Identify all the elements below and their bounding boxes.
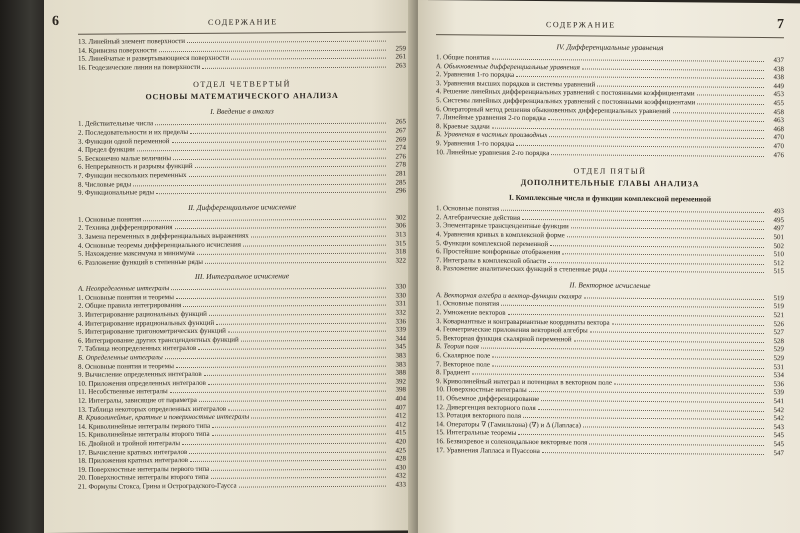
dot-leader: [241, 339, 386, 341]
dot-leader: [187, 41, 386, 43]
dot-leader: [551, 154, 764, 157]
page-ref: 276: [395, 152, 406, 161]
dot-leader: [697, 103, 764, 105]
entry-title: 7. Векторное поле: [436, 359, 490, 369]
entry-title: А. Обыкновенные дифференциальные уравнения: [436, 61, 580, 72]
page-ref: 274: [395, 143, 406, 152]
entry-title: 15. Интегральные теоремы: [436, 428, 517, 438]
page-ref: 542: [773, 405, 784, 414]
entry-title: В. Криволинейные, кратные и поверхностные интегралы: [78, 412, 250, 422]
toc-entry: [436, 264, 784, 276]
page-ref: 383: [395, 360, 406, 369]
entry-title: 4. Интегрирование иррациональных функций: [78, 318, 215, 328]
entry-title: 5. Бесконечно малые величины: [78, 153, 172, 163]
dot-leader: [183, 305, 386, 307]
entry-title: 2. Уравнения 1-го порядка: [436, 70, 515, 80]
page-ref: 528: [773, 336, 784, 346]
entry-title: 14. Кривизна поверхности: [78, 45, 157, 55]
entry-title: 7. Таблица неопределенных интегралов: [78, 344, 197, 354]
dot-leader: [197, 253, 386, 255]
page-ref: 313: [395, 230, 406, 239]
part-label: ОТДЕЛ ЧЕТВЕРТЫЙ: [193, 79, 291, 90]
dot-leader: [205, 261, 386, 263]
dot-leader: [548, 262, 764, 265]
entry-title: 6. Интегрирование других трансцендентных функций: [78, 335, 239, 345]
dot-leader: [523, 417, 764, 420]
entry-title: 5. Нахождение максимума и минимума: [78, 249, 195, 258]
entry-title: 9. Уравнения 1-го порядка: [436, 139, 515, 148]
dot-leader: [567, 236, 764, 239]
dot-leader: [516, 76, 764, 79]
page-ref: 521: [773, 311, 784, 320]
entry-title: 1. Действительные числа: [78, 119, 154, 129]
dot-leader: [590, 332, 764, 335]
entry-title: 3. Элементарные трансцендентные функции: [436, 221, 569, 231]
toc-entry: [78, 187, 406, 198]
dot-leader: [176, 296, 386, 298]
entry-title: 3. Ковариантные и контравариантные координаты вектора: [436, 316, 610, 327]
dot-leader: [202, 66, 386, 68]
entry-title: 6. Скалярное поле: [436, 351, 491, 360]
page-ref: 281: [395, 169, 406, 178]
entry-title: 6. Разложение функций в степенные ряды: [78, 257, 203, 267]
dot-leader: [204, 374, 386, 376]
part-title: ДОПОЛНИТЕЛЬНЫЕ ГЛАВЫ АНАЛИЗА: [520, 178, 700, 189]
page-ref: 495: [773, 215, 784, 224]
page-ref: 545: [773, 431, 784, 440]
toc-entry: [436, 446, 784, 458]
page-ref: 336: [395, 317, 406, 326]
page-ref: 449: [773, 81, 784, 90]
dot-leader: [195, 166, 386, 168]
page-ref: 476: [773, 150, 784, 159]
entry-title: 6. Простейшие конформные отображения: [436, 247, 561, 257]
entry-title: 9. Криволинейный интеграл и потенциал в векторном поле: [436, 376, 613, 387]
entry-title: 15. Криволинейные интегралы второго типа: [78, 430, 210, 440]
page-ref: 539: [773, 388, 784, 397]
toc-entry: [436, 148, 784, 160]
entry-title: 19. Поверхностные интегралы первого типа: [78, 464, 210, 474]
page-ref: 497: [773, 224, 784, 233]
page-ref: 278: [395, 160, 406, 169]
page-ref: 318: [395, 247, 406, 256]
entry-title: 6. Непрерывность и разрывы функций: [78, 162, 193, 172]
left-page-header: [52, 11, 406, 33]
entry-title: 14. Криволинейные интегралы первого типа: [78, 421, 211, 431]
page-ref: 392: [395, 377, 406, 386]
entry-title: 7. Интегралы в комплексной области: [436, 255, 547, 265]
dot-leader: [541, 400, 764, 403]
page-ref: 415: [395, 428, 406, 437]
entry-title: 1. Основные понятия: [436, 299, 500, 309]
page-ref: 259: [395, 44, 406, 53]
dot-leader: [212, 425, 386, 427]
dot-leader: [156, 192, 386, 195]
entry-title: 4. Геометрические приложения векторной алгебры: [436, 325, 588, 335]
page-ref: 267: [395, 126, 406, 135]
entry-title: 2. Последовательности и их пределы: [78, 127, 189, 137]
page-number: 6: [52, 13, 59, 29]
dot-leader: [508, 314, 765, 317]
entry-title: 13. Таблица некоторых определенных интегралов: [78, 404, 227, 414]
dot-leader: [211, 468, 386, 470]
entry-title: 2. Общие правила интегрирования: [78, 301, 182, 311]
entry-title: 17. Вычисление кратных интегралов: [78, 447, 188, 457]
page-ref: 285: [395, 178, 406, 187]
dot-leader: [549, 136, 764, 139]
dot-leader: [251, 236, 386, 238]
dot-leader: [173, 157, 386, 159]
right-page: [418, 0, 800, 533]
page-ref: 470: [773, 133, 784, 142]
entry-title: 10. Поверхностные интегралы: [436, 385, 527, 395]
page-ref: 432: [395, 471, 406, 480]
dot-leader: [212, 434, 386, 436]
dot-leader: [228, 331, 386, 333]
dot-leader: [492, 59, 764, 62]
page-ref: 437: [773, 56, 784, 65]
dot-leader: [175, 227, 387, 229]
entry-title: 13. Линейный элемент поверхности: [78, 37, 186, 46]
entry-title: 10. Линейные уравнения 2-го порядка: [436, 147, 550, 157]
running-header: СОДЕРЖАНИЕ: [546, 20, 616, 30]
dot-leader: [529, 391, 764, 394]
dot-leader: [189, 451, 386, 453]
page-ref: 510: [773, 250, 784, 259]
page-ref: 545: [773, 440, 784, 449]
entry-title: 2. Алгебраические действия: [436, 212, 521, 222]
page-ref: 529: [773, 345, 784, 354]
entry-title: 7. Функции нескольких переменных: [78, 170, 187, 180]
dot-leader: [550, 245, 764, 248]
part-label: ОТДЕЛ ПЯТЫЙ: [573, 166, 647, 177]
dot-leader: [614, 384, 764, 386]
page-ref: 296: [395, 186, 406, 195]
part-title: ОСНОВЫ МАТЕМАТИЧЕСКОГО АНАЛИЗА: [145, 91, 339, 102]
page-ref: 302: [395, 213, 406, 222]
entry-title: 5. Векторная функция скалярной переменной: [436, 334, 572, 344]
dot-leader: [538, 409, 764, 412]
dot-leader: [137, 149, 386, 152]
dot-leader: [190, 132, 386, 134]
entry-title: 9. Функциональные ряды: [78, 188, 155, 197]
page-ref: 322: [395, 256, 406, 265]
dot-leader: [574, 340, 764, 343]
dot-leader: [239, 486, 386, 488]
dot-leader: [208, 382, 386, 384]
dot-leader: [542, 452, 764, 455]
page-ref: 543: [773, 422, 784, 431]
book-cover-edge: [0, 0, 44, 533]
dot-leader: [571, 228, 764, 231]
dot-leader: [518, 434, 764, 437]
dot-leader: [155, 123, 386, 126]
toc-entry: [78, 256, 406, 267]
entry-title: 10. Приложения определенных интегралов: [78, 378, 206, 388]
page-ref: 430: [395, 463, 406, 472]
entry-title: 6. Операторный метод решения обыкновенных дифференциальных уравнений: [436, 104, 671, 115]
page-ref: 455: [773, 99, 784, 108]
page-ref: 547: [773, 448, 784, 457]
entry-title: 14. Операторы ∇ (Гамильтона) (∇) и Δ (Лапласа): [436, 419, 581, 430]
page-ref: 263: [395, 61, 406, 70]
toc-continuation: [436, 41, 784, 159]
dot-leader: [251, 417, 386, 419]
entry-title: 2. Умножение векторов: [436, 308, 506, 317]
entry-title: 5. Функции комплексной переменной: [436, 238, 549, 248]
page-ref: 331: [395, 299, 406, 309]
page-ref: 428: [395, 454, 406, 463]
section-heading: I. Комплексные числа и функции комплексной переменной: [508, 192, 712, 204]
page-ref: 502: [773, 241, 784, 250]
entry-title: 1. Основные понятия: [78, 215, 142, 224]
entry-title: 18. Приложения кратных интегралов: [78, 456, 189, 465]
dot-leader: [171, 288, 386, 290]
section-heading: II. Дифференциальное исчисление: [188, 201, 296, 212]
dot-leader: [583, 426, 764, 429]
entry-title: 8. Разложение аналитических функций в степенные ряды: [436, 264, 608, 274]
entry-title: 8. Краевые задачи: [436, 121, 490, 131]
entry-title: 8. Числовые ряды: [78, 179, 132, 189]
left-page: [44, 0, 416, 533]
dot-leader: [501, 210, 764, 213]
dot-leader: [231, 58, 386, 60]
entry-title: 4. Предел функции: [78, 145, 135, 154]
page-ref: 345: [395, 342, 406, 351]
page-ref: 526: [773, 319, 784, 328]
dot-leader: [209, 314, 386, 316]
dot-leader: [582, 68, 764, 71]
dot-leader: [172, 140, 386, 142]
page-ref: 330: [395, 282, 406, 291]
entry-title: 20. Поверхностные интегралы второго типа: [78, 473, 209, 483]
page-ref: 339: [395, 325, 406, 334]
page-number: 7: [777, 17, 784, 33]
page-ref: 468: [773, 124, 784, 133]
dot-leader: [562, 253, 764, 256]
dot-leader: [159, 49, 386, 52]
dot-leader: [170, 391, 386, 394]
page-ref: 493: [773, 207, 784, 216]
entry-title: 7. Линейные уравнения 2-го порядка: [436, 113, 546, 123]
toc-sections: [436, 192, 784, 457]
page-ref: 265: [395, 117, 406, 126]
dot-leader: [481, 348, 764, 351]
page-ref: 398: [395, 385, 406, 394]
page-ref: 453: [773, 90, 784, 99]
page-ref: 519: [773, 302, 784, 311]
entry-title: 4. Основные теоремы дифференциального исчисления: [78, 240, 241, 250]
dot-leader: [612, 323, 764, 325]
toc-entry: [78, 61, 406, 72]
section-heading: I. Введение в анализ: [210, 106, 274, 117]
dot-leader: [165, 357, 386, 360]
entry-title: Б. Определенные интегралы: [78, 353, 163, 362]
entry-title: 17. Уравнения Лапласа и Пуассона: [436, 445, 540, 455]
toc-continuation: [78, 35, 406, 72]
page-ref: 332: [395, 308, 406, 317]
section-heading: II. Векторное исчисление: [569, 280, 651, 290]
dot-leader: [199, 400, 386, 402]
entry-title: 8. Основные понятия и теоремы: [78, 361, 174, 371]
entry-title: 5. Интегрирование тригонометрических функций: [78, 326, 226, 337]
dot-leader: [189, 175, 386, 177]
toc-sections: [78, 106, 406, 491]
page-ref: 388: [395, 368, 406, 377]
entry-title: 3. Замена переменных в дифференциальных выражениях: [78, 231, 249, 241]
dot-leader: [216, 322, 386, 324]
dot-leader: [609, 271, 764, 273]
entry-title: 9. Вычисление определенных интегралов: [78, 370, 202, 379]
dot-leader: [198, 348, 386, 350]
right-page-header: [436, 14, 784, 37]
entry-title: 1. Основные понятия и теоремы: [78, 292, 174, 302]
entry-title: 2. Техника дифференцирования: [78, 223, 173, 233]
toc-entry: [78, 480, 406, 491]
page-ref: 501: [773, 233, 784, 242]
dot-leader: [597, 85, 764, 87]
running-header: СОДЕРЖАНИЕ: [208, 17, 278, 27]
page-ref: 519: [773, 293, 784, 303]
entry-title: 1. Основные понятия: [436, 204, 500, 213]
page-ref: 344: [395, 334, 406, 343]
page-ref: 383: [395, 351, 406, 360]
page-ref: 438: [773, 64, 784, 73]
section-heading: IV. Дифференциальные уравнения: [556, 42, 664, 53]
dot-leader: [492, 127, 764, 130]
entry-title: 1. Общие понятия: [436, 53, 490, 62]
entry-title: 3. Интегрирование рациональных функций: [78, 309, 207, 319]
page-ref: 315: [395, 238, 406, 248]
page-ref: 433: [395, 480, 406, 489]
page-ref: 404: [395, 394, 406, 403]
entry-title: Б. Уравнения в частных производных: [436, 130, 548, 140]
page-ref: 425: [395, 446, 406, 455]
dot-leader: [228, 408, 386, 410]
entry-title: А. Неопределенные интегралы: [78, 284, 170, 294]
dot-leader: [516, 145, 764, 148]
page-ref: 458: [773, 107, 784, 116]
page-ref: 515: [773, 267, 784, 276]
entry-title: 5. Системы линейных дифференциальных уравнений с постоянными коэффициентами: [436, 96, 696, 107]
section-heading: III. Интегральное исчисление: [194, 271, 290, 282]
dot-leader: [548, 119, 764, 122]
entry-title: 16. Двойной и тройной интегралы: [78, 439, 181, 448]
entry-title: 12. Дивергенция векторного поля: [436, 402, 536, 412]
dot-leader: [522, 219, 764, 222]
entry-title: 16. Геодезические линии на поверхности: [78, 62, 201, 72]
dot-leader: [697, 95, 764, 97]
entry-title: 16. Безвихревое и соленоидальное векторные поля: [436, 437, 588, 447]
page-ref: 536: [773, 379, 784, 389]
dot-leader: [133, 183, 386, 186]
page-ref: 541: [773, 397, 784, 406]
entry-title: 3. Уравнения высших порядков и системы уравнений: [436, 78, 596, 89]
entry-title: 15. Линейчатые и развертывающиеся поверхности: [78, 53, 230, 63]
entry-title: 11. Несобственные интегралы: [78, 387, 168, 397]
page-ref: 269: [395, 135, 406, 144]
page-ref: 438: [773, 73, 784, 82]
entry-title: 3. Функции одной переменной: [78, 136, 170, 146]
page-ref: 542: [773, 414, 784, 423]
entry-title: А. Векторная алгебра и вектор-функции скаляра: [436, 291, 582, 301]
page-ref: 407: [395, 403, 406, 412]
page-ref: 412: [395, 411, 406, 420]
page-ref: 463: [773, 116, 784, 125]
entry-title: 13. Ротация векторного поля: [436, 411, 522, 421]
entry-title: 4. Уравнения кривых в комплексной форме: [436, 230, 565, 240]
entry-title: 12. Интегралы, зависящие от параметра: [78, 395, 197, 405]
dot-leader: [211, 477, 386, 479]
entry-title: 4. Решение линейных дифференциальных уравнений с постоянными коэффициентами: [436, 87, 695, 98]
dot-leader: [492, 357, 764, 360]
dot-leader: [176, 365, 386, 367]
dot-leader: [243, 244, 386, 246]
page-ref: 470: [773, 142, 784, 151]
page-ref: 534: [773, 371, 784, 380]
page-ref: 412: [395, 420, 406, 429]
dot-leader: [182, 443, 386, 445]
entry-title: 8. Градиент: [436, 368, 471, 377]
page-ref: 306: [395, 221, 406, 230]
dot-leader: [673, 112, 765, 114]
page-ref: 420: [395, 437, 406, 446]
page-ref: 512: [773, 258, 784, 267]
entry-title: 21. Формулы Стокса, Грина и Остроградского-Гаусса: [78, 481, 237, 491]
entry-title: Б. Теория поля: [436, 342, 479, 351]
dot-leader: [143, 218, 386, 221]
dot-leader: [589, 443, 764, 446]
page-ref: 527: [773, 328, 784, 337]
dot-leader: [190, 460, 386, 462]
dot-leader: [501, 305, 764, 308]
dot-leader: [584, 297, 764, 300]
page-ref: 330: [395, 291, 406, 300]
page-ref: 531: [773, 362, 784, 371]
dot-leader: [492, 365, 764, 368]
page-ref: 261: [395, 52, 406, 61]
page-ref: 529: [773, 354, 784, 363]
entry-title: 11. Объемное дифференцирование: [436, 394, 540, 404]
